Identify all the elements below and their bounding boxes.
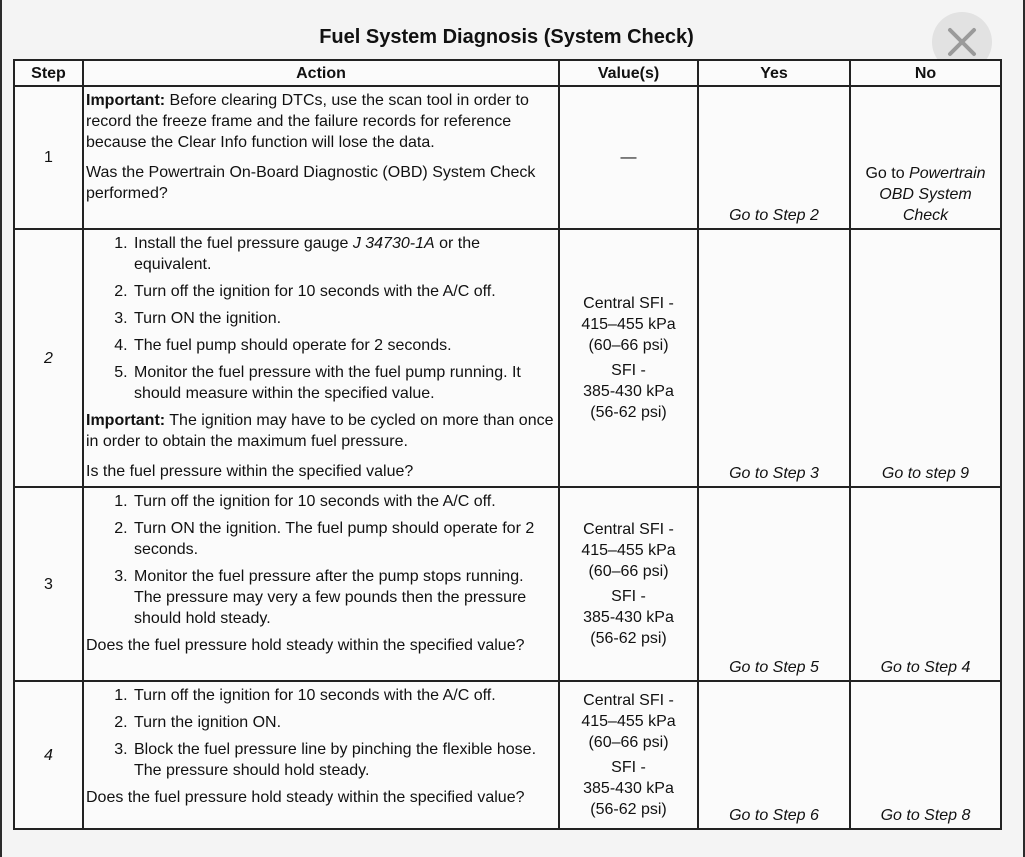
procedure-list (86, 233, 554, 404)
yes-link[interactable]: Go to Step 5 (698, 487, 850, 681)
action-cell (83, 229, 559, 487)
step-number: 2 (14, 229, 83, 487)
question: Does the fuel pressure hold steady within the specified value? (86, 637, 525, 654)
no-link[interactable]: Go to Step 8 (850, 681, 1001, 829)
diagnosis-table (13, 59, 1002, 830)
question: Was the Powertrain On-Board Diagnostic (OBD) System Check performed? (86, 164, 536, 202)
yes-link[interactable]: Go to Step 2 (698, 86, 850, 229)
procedure-list (86, 491, 554, 629)
list-item: 2. Turn the ignition ON. (132, 712, 554, 733)
question: Does the fuel pressure hold steady within the specified value? (86, 789, 525, 806)
values-cell: Central SFI - 415–455 kPa (60–66 psi) SFI - 385-430 kPa (56-62 psi) (559, 487, 698, 681)
list-item: 2. Turn off the ignition for 10 seconds with the A/C off. (132, 281, 554, 302)
values-cell: — (559, 86, 698, 229)
important-note: Important: The ignition may have to be cycled on more than once in order to obtain the maximum fuel pressure. (86, 412, 554, 450)
list-item: 1. Install the fuel pressure gauge J 34730-1A or the equivalent. (132, 233, 554, 275)
header-yes: Yes (698, 60, 850, 86)
yes-link[interactable]: Go to Step 3 (698, 229, 850, 487)
yes-link[interactable]: Go to Step 6 (698, 681, 850, 829)
table-row (14, 229, 1001, 487)
list-item: 4. The fuel pump should operate for 2 seconds. (132, 335, 554, 356)
step-number: 4 (14, 681, 83, 829)
list-item: 5. Monitor the fuel pressure with the fuel pump running. It should measure within the specified value. (132, 362, 554, 404)
list-item: 3. Block the fuel pressure line by pinching the flexible hose. The pressure should hold steady. (132, 739, 554, 781)
header-step: Step (14, 60, 83, 86)
values-cell: Central SFI - 415–455 kPa (60–66 psi) SFI - 385-430 kPa (56-62 psi) (559, 681, 698, 829)
no-link[interactable]: Go to Powertrain OBD System Check (850, 86, 1001, 229)
list-item: 3. Turn ON the ignition. (132, 308, 554, 329)
action-cell (83, 86, 559, 229)
no-link[interactable]: Go to step 9 (850, 229, 1001, 487)
step-number: 3 (14, 487, 83, 681)
list-item: 1. Turn off the ignition for 10 seconds with the A/C off. (132, 685, 554, 706)
list-item: 3. Monitor the fuel pressure after the pump stops running. The pressure may very a few pounds then the pressure should hold steady. (132, 566, 554, 629)
table-row (14, 681, 1001, 829)
table-header-row (14, 60, 1001, 86)
header-action: Action (83, 60, 559, 86)
action-cell (83, 487, 559, 681)
list-item: 2. Turn ON the ignition. The fuel pump should operate for 2 seconds. (132, 518, 554, 560)
header-values: Value(s) (559, 60, 698, 86)
step-number: 1 (14, 86, 83, 229)
close-icon (947, 27, 977, 57)
procedure-list (86, 685, 554, 781)
action-cell (83, 681, 559, 829)
important-note: Important: Before clearing DTCs, use the scan tool in order to record the freeze frame and the failure records for reference because the Clear Info function will lose the data. (86, 92, 529, 151)
table-row (14, 86, 1001, 229)
question: Is the fuel pressure within the specified value? (86, 463, 414, 480)
page-title: Fuel System Diagnosis (System Check) (319, 26, 694, 48)
list-item: 1. Turn off the ignition for 10 seconds with the A/C off. (132, 491, 554, 512)
values-cell: Central SFI - 415–455 kPa (60–66 psi) SFI - 385-430 kPa (56-62 psi) (559, 229, 698, 487)
table-row (14, 487, 1001, 681)
header-no: No (850, 60, 1001, 86)
no-link[interactable]: Go to Step 4 (850, 487, 1001, 681)
